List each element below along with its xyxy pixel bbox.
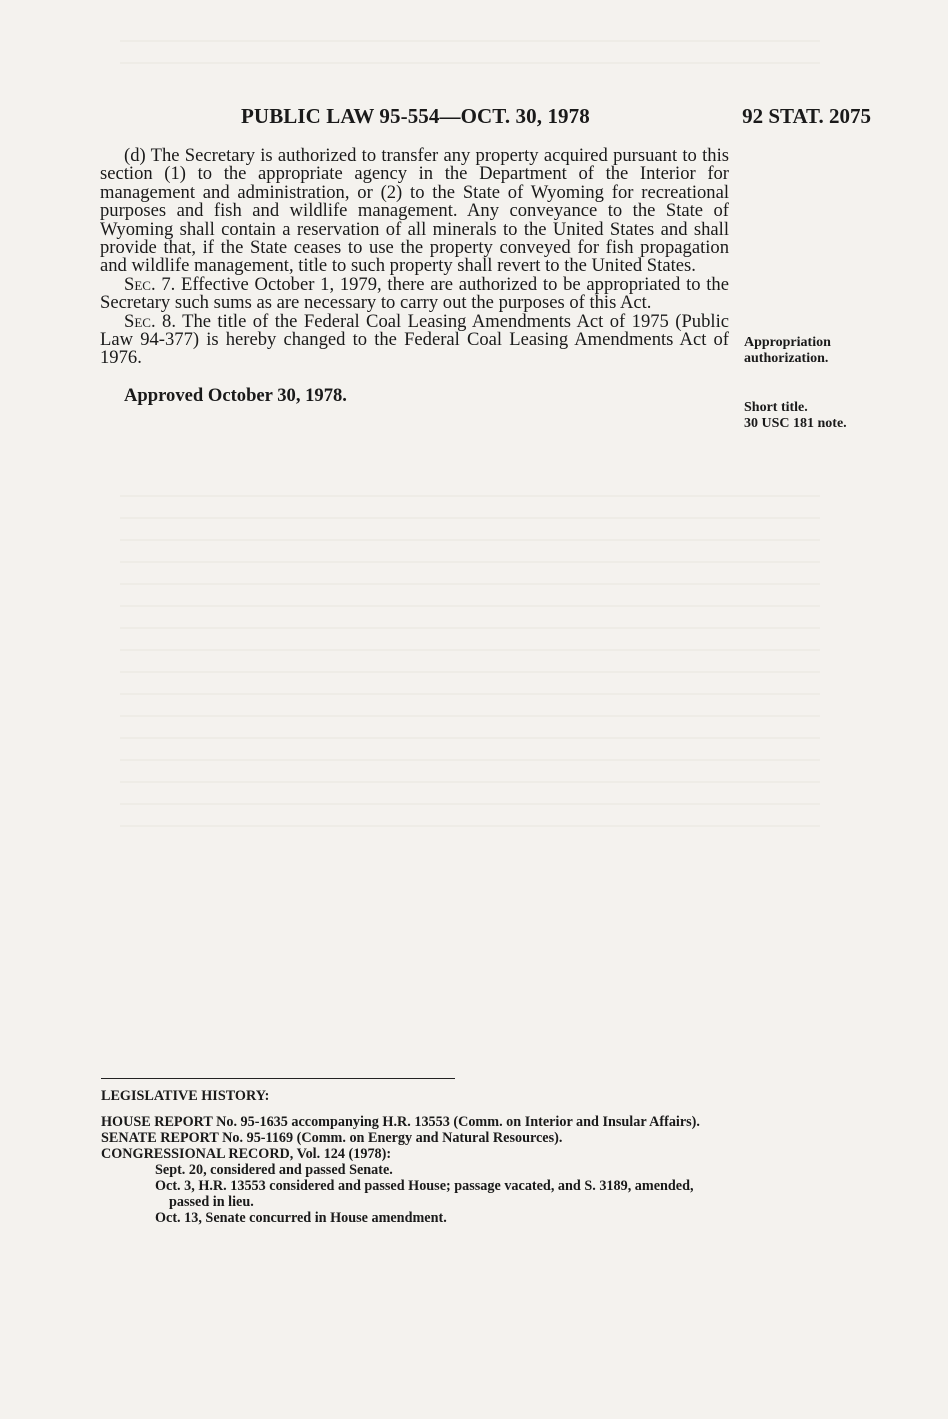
footnote-divider bbox=[101, 1078, 455, 1079]
section-label: Sec. bbox=[124, 273, 156, 295]
section-8 bbox=[100, 310, 729, 369]
record-event-text: Sept. 20, considered and passed Senate. bbox=[155, 1162, 393, 1178]
header-law-citation: PUBLIC LAW 95-554—OCT. 30, 1978 bbox=[241, 104, 590, 128]
bleed-through-texture bbox=[120, 495, 820, 835]
subsection-d: (d) The Secretary is authorized to transfer any property acquired pursuant to this section (1) to the appropriate agency in the Department of the Interior for management and administration, or (2) to the State of Wyoming for recreational purposes and fish and wildlife management. Any conveyance to the State of Wyoming shall contain a reservation of all minerals to the United States and shall provide that, if the State ceases to use the property conveyed for fish propagation and wildlife management, title to such property shall revert to the United States. bbox=[100, 145, 729, 277]
statute-body bbox=[100, 147, 729, 405]
senate-report: SENATE REPORT No. 95-1169 (Comm. on Energy and Natural Resources). bbox=[101, 1130, 563, 1146]
section-7-text: 7. Effective October 1, 1979, there are authorized to be appropriated to the Secretary such sums as are necessary to carry out the purposes of this Act. bbox=[100, 273, 729, 314]
record-event-text: Oct. 13, Senate concurred in House amendment. bbox=[155, 1210, 447, 1226]
margin-note-line: Appropriation bbox=[744, 335, 831, 350]
house-report: HOUSE REPORT No. 95-1635 accompanying H.R. 13553 (Comm. on Interior and Insular Affairs). bbox=[101, 1114, 700, 1130]
record-event bbox=[101, 1178, 729, 1210]
margin-note-line: authorization. bbox=[744, 351, 829, 366]
margin-note-line: 30 USC 181 note. bbox=[744, 416, 847, 431]
section-8-text: 8. The title of the Federal Coal Leasing Amendments Act of 1975 (Public Law 94-377) is hereby changed to the Federal Coal Leasing Amendments Act of 1976. bbox=[100, 310, 729, 369]
record-event-text: Oct. 3, H.R. 13553 considered and passed House; passage vacated, and S. 3189, amended, passed in lieu. bbox=[155, 1178, 694, 1210]
margin-note-short-title bbox=[744, 400, 847, 432]
header-stat-page: 92 STAT. 2075 bbox=[742, 104, 871, 128]
record-event bbox=[101, 1210, 729, 1226]
record-event bbox=[101, 1162, 729, 1178]
legislative-history-title: LEGISLATIVE HISTORY: bbox=[101, 1088, 270, 1104]
bleed-through-texture bbox=[120, 40, 820, 70]
congressional-record: CONGRESSIONAL RECORD, Vol. 124 (1978): bbox=[101, 1146, 392, 1162]
margin-note-line: Short title. bbox=[744, 400, 808, 415]
legislative-history bbox=[101, 1088, 729, 1226]
margin-note-appropriation bbox=[744, 335, 831, 367]
page-header bbox=[241, 104, 871, 130]
section-7 bbox=[100, 273, 729, 314]
section-label: Sec. bbox=[124, 310, 156, 332]
approval-date: Approved October 30, 1978. bbox=[124, 384, 347, 406]
